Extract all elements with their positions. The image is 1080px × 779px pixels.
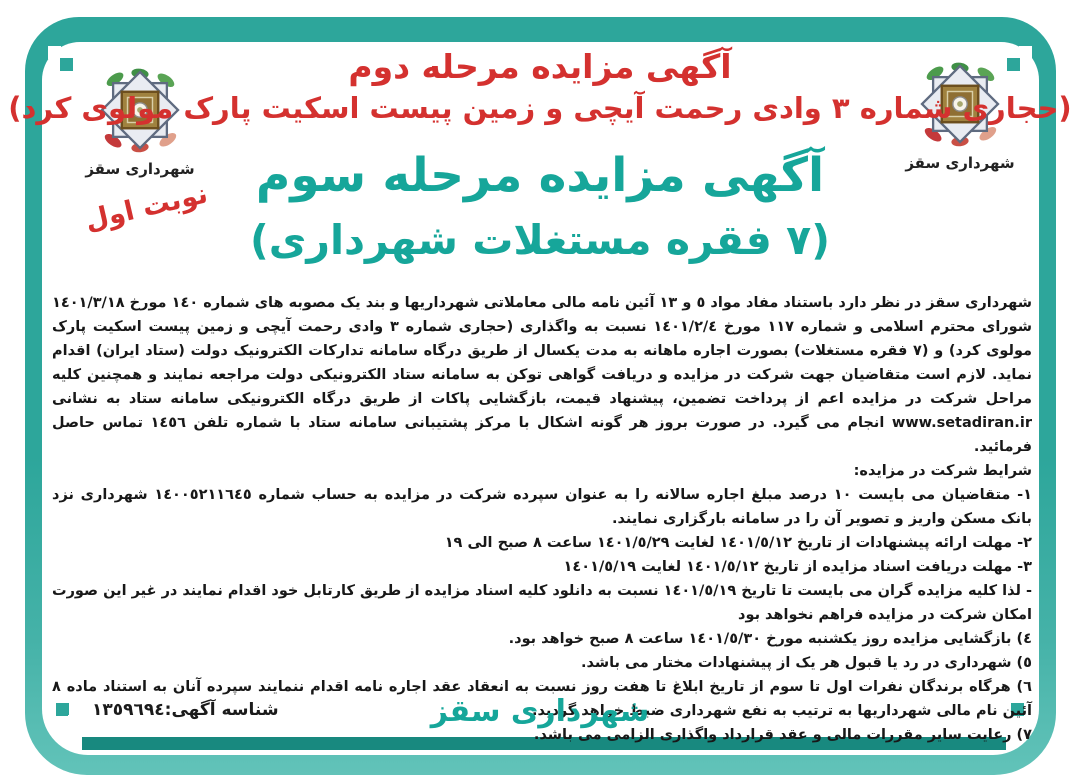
- round-note-rotated: نوبت اول: [82, 178, 211, 237]
- stage2-subtitle: (حجاری شماره ٣ وادی رحمت آیچی و زمین پیست اسکیت پارک مولوی کرد): [8, 91, 1072, 125]
- condition-item-6: ٦) هرگاه برندگان نفرات اول تا سوم از تاریخ ابلاغ تا هفت روز نسبت به انعقاد عقد اجاره نامه اقدام ننمایند سپرده آنان به استناد ماده ٨ آئین نام مالی شهرداریها به ترتیب به نفع شهرداری ضبط خواهد گردید.: [52, 679, 1032, 719]
- stage2-title: آگهی مزایده مرحله دوم: [348, 47, 732, 86]
- stage3-subtitle: (٧ فقره مستغلات شهرداری): [250, 216, 830, 264]
- notice-body: [52, 291, 1032, 747]
- condition-item-3: ٣- مهلت دریافت اسناد مزایده از تاریخ ١٤٠١/٥/١٢ لغایت ١٤٠١/٥/١٩: [563, 559, 1032, 575]
- stage3-title: آگهی مزایده مرحله سوم: [255, 148, 825, 203]
- organization-signature: شهرداری سقز: [430, 694, 650, 729]
- intro-paragraph: شهرداری سقز در نظر دارد باستناد مفاد مواد ٥ و ١٣ آئین نامه مالی معاملاتی شهرداریها و بند یک مصوبه های شماره ١٤٠ مورخ ١٤٠١/٣/١٨ شورای محترم اسلامی و شماره ١١٧ مورخ ١٤٠١/٢/٤ نسبت به واگذاری (حجاری شماره ٣ وادی رحمت آیچی و زمین پیست اسکیت پارک مولوی کرد) و (٧ فقره مستغلات) بصورت اجاره ماهانه به مدت یکسال از طریق درگاه سامانه تدارکات الکترونیک دولت (ستاد ایران) اقدام نماید. لازم است متقاضیان جهت شرکت در مزایده و دریافت گواهی توکن به سامانه ستاد الکترونیکی دولت مراجعه نمایند و همچنین کلیه مراحل شرکت در مزایده اعم از پرداخت تضمین، پیشنهاد قیمت، بازگشایی پاکات از طریق درگاه الکترونیکی سامانه ستاد به نشانی www.setadiran.ir انجام می گیرد. در صورت بروز هر گونه اشکال با مرکز پشتیبانی سامانه ستاد با شماره تلفن ١٤٥٦ تماس حاصل فرمائید.: [52, 295, 1033, 455]
- condition-item-5: ٥) شهرداری در رد یا قبول هر یک از پیشنهادات مختار می باشد.: [580, 655, 1032, 671]
- condition-item-7: ٧) رعایت سایر مقررات مالی و عقد قرارداد واگذاری الزامی می باشد.: [533, 727, 1032, 743]
- emblem-caption: شهرداری سقز: [85, 160, 195, 178]
- condition-item-4: ٤) بازگشایی مزایده روز یکشنبه مورخ ١٤٠١/٥/٣٠ ساعت ٨ صبح خواهد بود.: [508, 631, 1032, 647]
- condition-item-1: ١- متقاضیان می بایست ١٠ درصد مبلغ اجاره سالانه را به عنوان سپرده شرکت در مزایده به حساب شماره ١٤٠٠٥٢١١٦٤٥ شهرداری نزد بانک مسکن واریز و تصویر آن را در سامانه بارگزاری نمایند.: [52, 487, 1033, 527]
- conditions-heading: شرایط شرکت در مزایده:: [853, 463, 1032, 479]
- ad-id: شناسه آگهی:١٣٥٩٦٩٤: [92, 700, 279, 720]
- condition-item-2: ٢- مهلت ارائه پیشنهادات از تاریخ ١٤٠١/٥/١٢ لغایت ١٤٠١/٥/٢٩ ساعت ٨ صبح الی ١٩: [444, 535, 1032, 551]
- condition-note: - لذا کلیه مزایده گران می بایست تا تاریخ ١٤٠١/٥/١٩ نسبت به دانلود کلیه اسناد مزایده از طریق کارتابل خود اقدام نمایند در غیر این صورت امکان شرکت در مزایده فراهم نخواهد بود: [52, 583, 1033, 623]
- emblem-caption: شهرداری سقز: [905, 154, 1015, 172]
